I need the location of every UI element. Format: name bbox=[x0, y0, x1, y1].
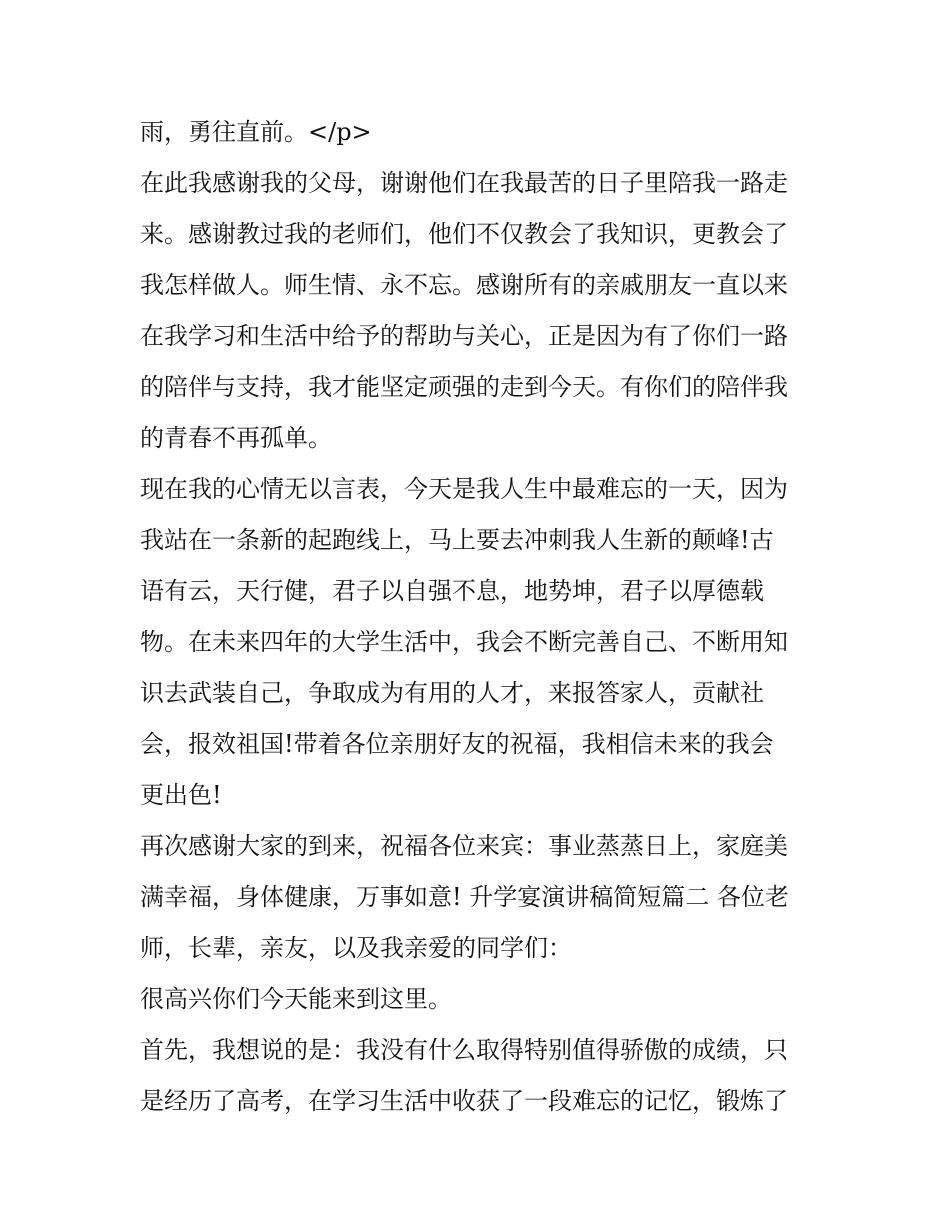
text-line: 我怎样做人。师生情、永不忘。感谢所有的亲戚朋友一直以来 bbox=[140, 271, 788, 299]
text-line: 物。在未来四年的大学生活中，我会不断完善自己、不断用知 bbox=[140, 628, 788, 656]
text-line: 再次感谢大家的到来，祝福各位来宾：事业蒸蒸日上，家庭美 bbox=[140, 832, 788, 860]
text-line: 更出色! bbox=[140, 781, 222, 809]
text-line: 语有云，天行健，君子以自强不息，地势坤，君子以厚德载 bbox=[140, 577, 764, 605]
text-line: 在我学习和生活中给予的帮助与关心，正是因为有了你们一路 bbox=[140, 322, 788, 350]
text-line: 师，长辈，亲友，以及我亲爱的同学们： bbox=[140, 934, 572, 962]
text-line: 我站在一条新的起跑线上，马上要去冲刺我人生新的颠峰!古 bbox=[140, 526, 774, 554]
text-line: 首先，我想说的是：我没有什么取得特别值得骄傲的成绩，只 bbox=[140, 1036, 788, 1064]
text-line: 满幸福，身体健康，万事如意! 升学宴演讲稿简短篇二 各位老 bbox=[140, 883, 789, 911]
text-line: 来。感谢教过我的老师们，他们不仅教会了我知识，更教会了 bbox=[140, 220, 788, 248]
text-line: 很高兴你们今天能来到这里。 bbox=[140, 985, 452, 1013]
text-line: 识去武装自己，争取成为有用的人才，来报答家人，贡献社 bbox=[140, 679, 764, 707]
text-line: 的青春不再孤单。 bbox=[140, 424, 332, 452]
text-line: 在此我感谢我的父母，谢谢他们在我最苦的日子里陪我一路走 bbox=[140, 169, 788, 197]
text-line: 会，报效祖国!带着各位亲朋好友的祝福，我相信未来的我会 bbox=[140, 730, 774, 758]
text-line: 是经历了高考，在学习生活中收获了一段难忘的记忆，锻炼了 bbox=[140, 1087, 788, 1115]
text-line: 雨，勇往直前。</p> bbox=[140, 118, 372, 146]
text-line: 现在我的心情无以言表，今天是我人生中最难忘的一天，因为 bbox=[140, 475, 788, 503]
text-line: 的陪伴与支持，我才能坚定顽强的走到今天。有你们的陪伴我 bbox=[140, 373, 788, 401]
body-text bbox=[140, 107, 820, 1127]
